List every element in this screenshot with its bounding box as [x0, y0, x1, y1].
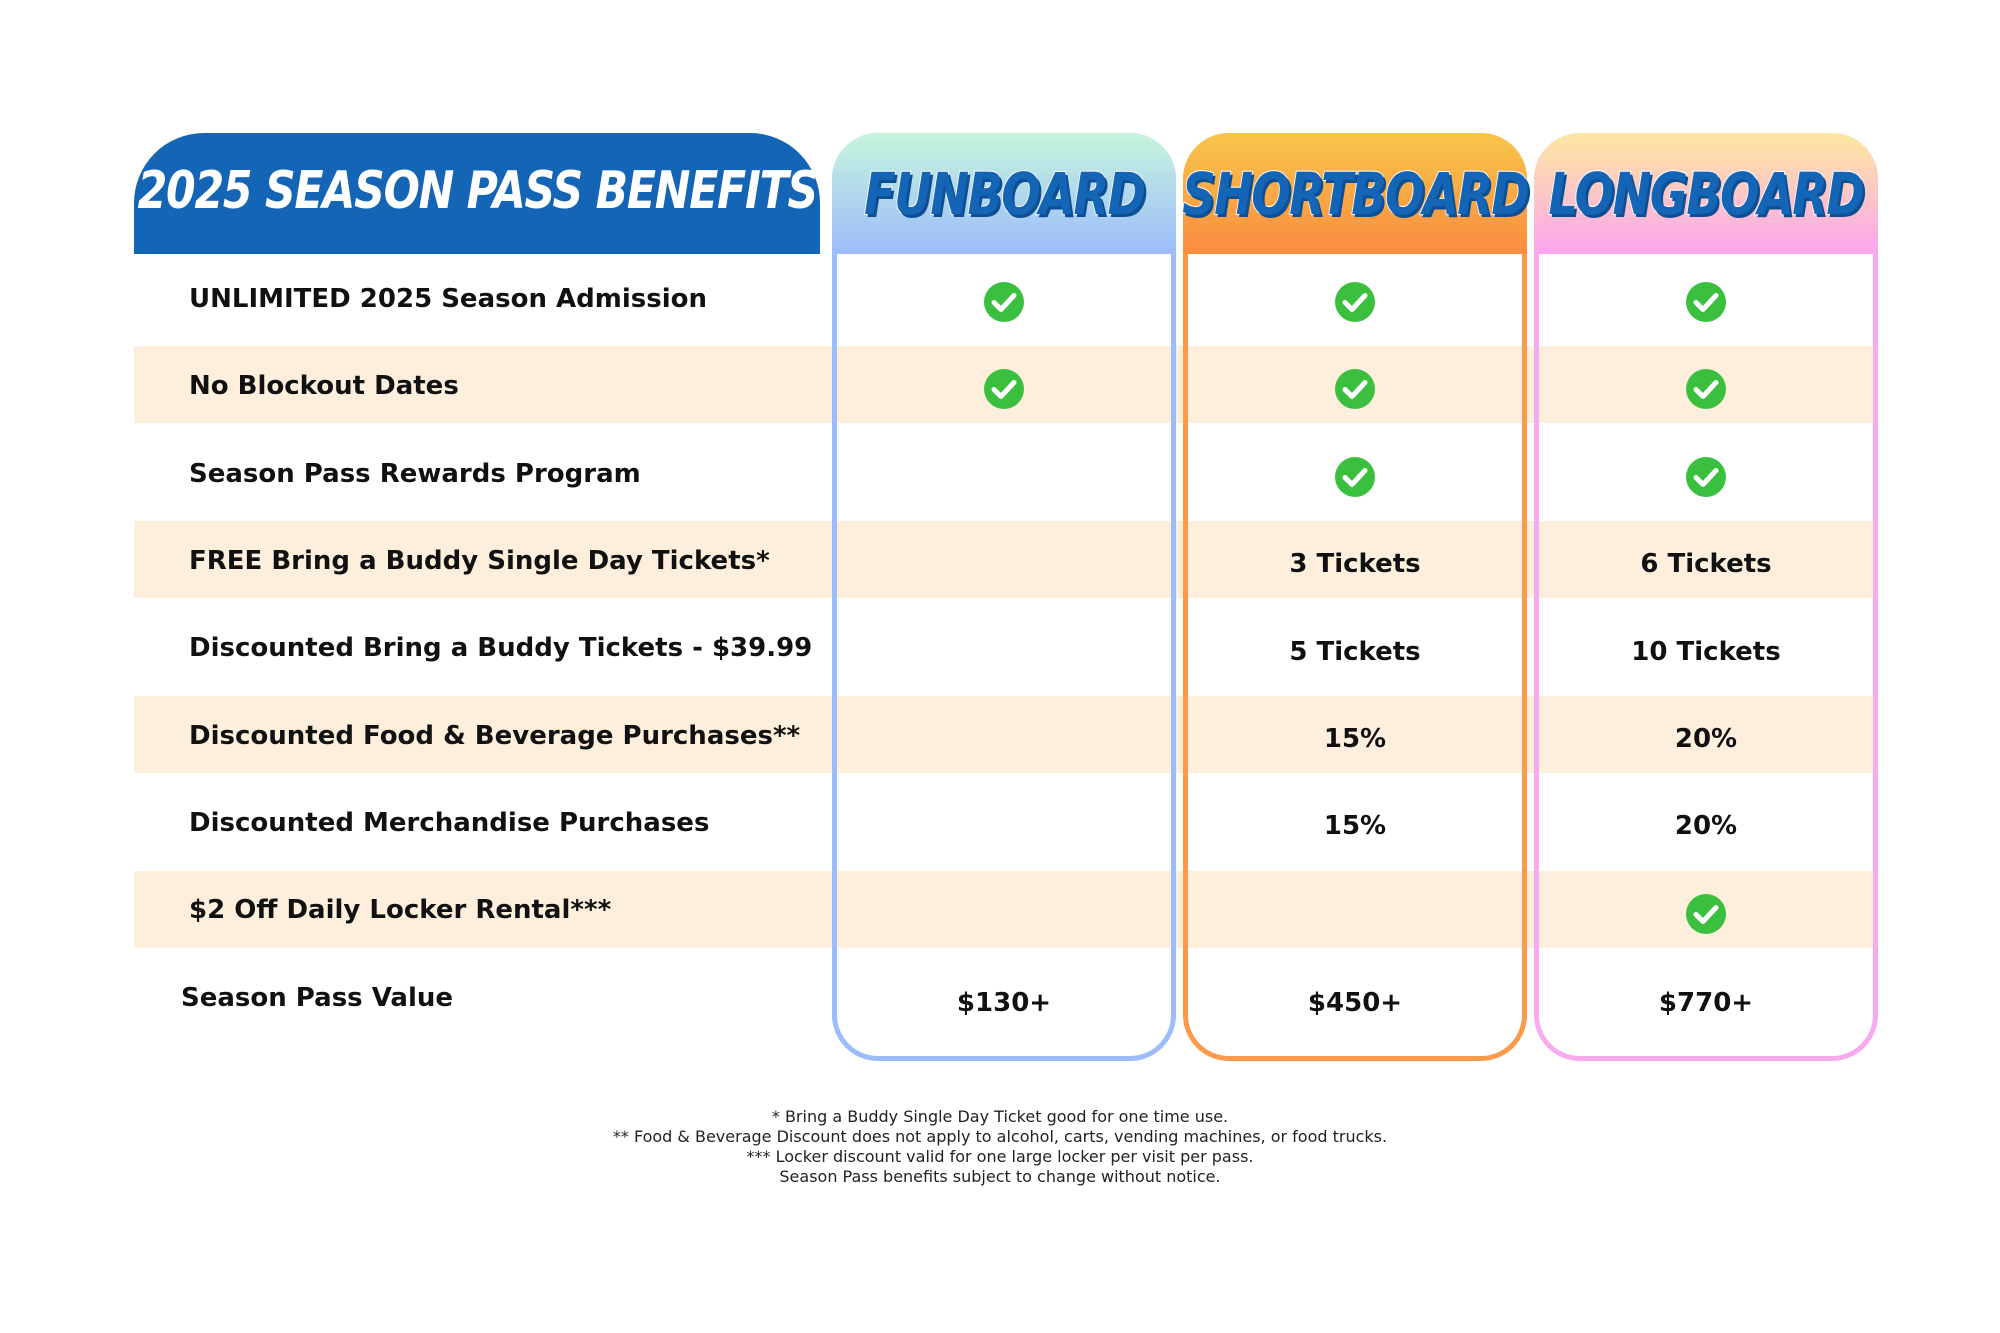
- benefit-label: Discounted Merchandise Purchases: [189, 808, 710, 838]
- empty-cell: [837, 709, 1171, 769]
- check-icon: [1539, 884, 1873, 944]
- benefit-label: FREE Bring a Buddy Single Day Tickets*: [189, 546, 770, 576]
- check-icon: [1188, 447, 1522, 507]
- empty-cell: [1188, 884, 1522, 944]
- benefit-label: Season Pass Rewards Program: [189, 459, 641, 489]
- benefit-label: UNLIMITED 2025 Season Admission: [189, 284, 707, 314]
- tier-value: $130+: [956, 988, 1052, 1018]
- cell-value: 20%: [1674, 724, 1738, 754]
- check-icon: [837, 272, 1171, 332]
- footnote: ** Food & Beverage Discount does not apply to alcohol, carts, vending machines, or food trucks.: [612, 1127, 1388, 1146]
- check-icon: [1188, 272, 1522, 332]
- benefit-label: No Blockout Dates: [189, 371, 459, 401]
- cell-value: 3 Tickets: [1289, 549, 1421, 579]
- cell-value: 15%: [1323, 811, 1387, 841]
- footnote: Season Pass benefits subject to change without notice.: [779, 1167, 1221, 1186]
- empty-cell: [837, 796, 1171, 856]
- tier-header-shortboard: [1183, 133, 1527, 254]
- tier-name: SHORTBOARD: [1182, 159, 1528, 228]
- footnote: * Bring a Buddy Single Day Ticket good for one time use.: [771, 1107, 1229, 1126]
- check-icon: [1188, 359, 1522, 419]
- cell-value: 20%: [1674, 811, 1738, 841]
- tier-value: $770+: [1658, 988, 1754, 1018]
- empty-cell: [837, 622, 1171, 682]
- cell-value: 6 Tickets: [1640, 549, 1772, 579]
- empty-cell: [837, 884, 1171, 944]
- check-icon: [1539, 359, 1873, 419]
- empty-cell: [837, 534, 1171, 594]
- check-icon: [837, 359, 1171, 419]
- page-title: 2025 SEASON PASS BENEFITS: [137, 160, 817, 221]
- cell-value: 5 Tickets: [1289, 637, 1421, 667]
- tier-value: $450+: [1307, 988, 1403, 1018]
- cell-value: 15%: [1323, 724, 1387, 754]
- footnote: *** Locker discount valid for one large locker per visit per pass.: [746, 1147, 1254, 1166]
- tier-header-funboard: [832, 133, 1176, 254]
- tier-name: FUNBOARD: [863, 159, 1145, 228]
- tier-header-longboard: [1534, 133, 1878, 254]
- empty-cell: [837, 447, 1171, 507]
- benefits-header: [134, 133, 820, 254]
- tier-name: LONGBOARD: [1548, 159, 1864, 228]
- check-icon: [1539, 272, 1873, 332]
- benefit-label: $2 Off Daily Locker Rental***: [189, 895, 612, 925]
- season-pass-value-label: Season Pass Value: [181, 983, 454, 1013]
- footnotes: [500, 1107, 1500, 1187]
- benefit-label: Discounted Food & Beverage Purchases**: [189, 721, 801, 751]
- check-icon: [1539, 447, 1873, 507]
- benefit-label: Discounted Bring a Buddy Tickets - $39.99: [189, 633, 813, 663]
- cell-value: 10 Tickets: [1631, 637, 1781, 667]
